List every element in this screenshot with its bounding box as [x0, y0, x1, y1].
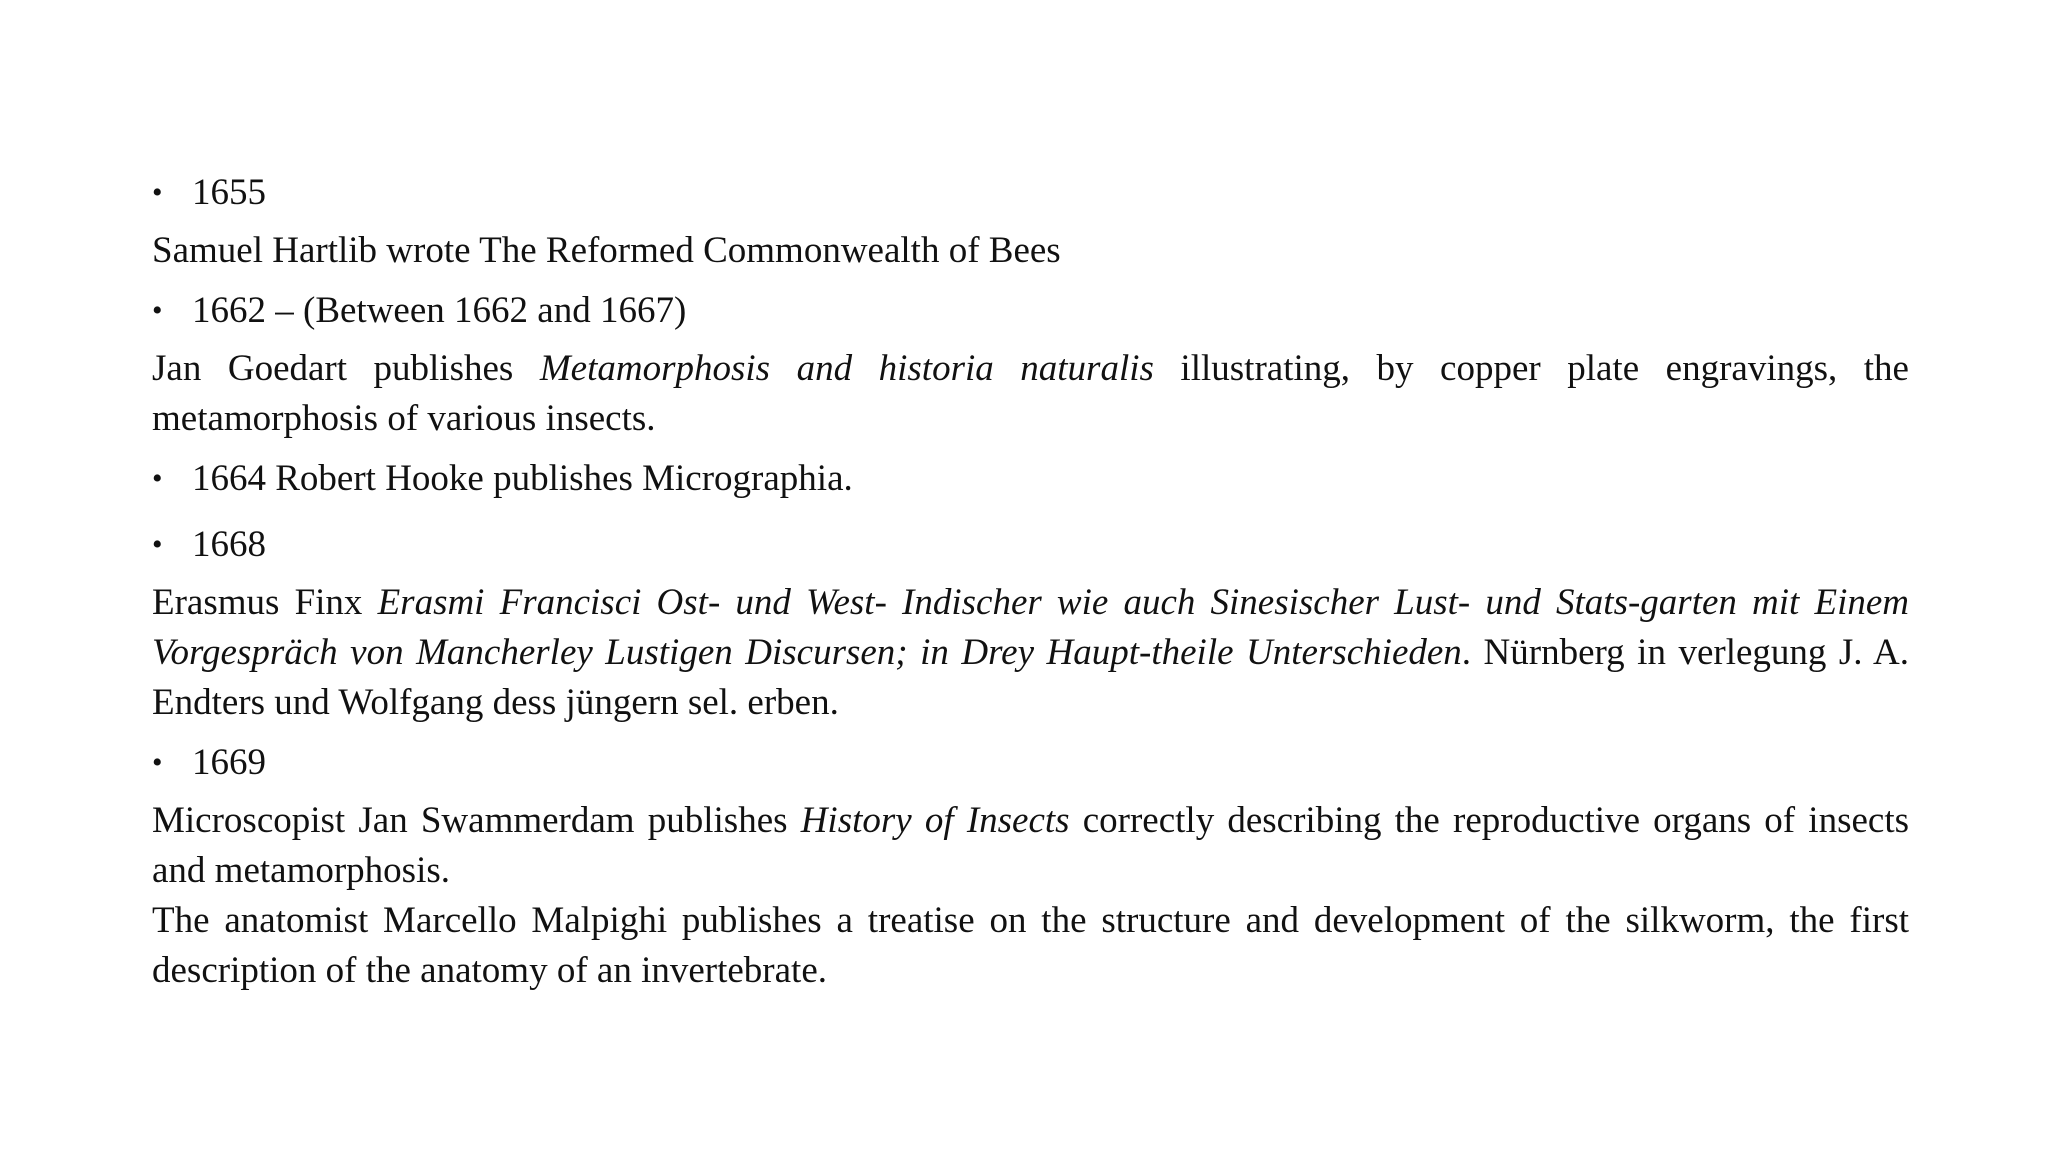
book-title: History of Insects — [800, 800, 1070, 841]
entry-text-pre: Erasmus Finx — [152, 582, 378, 623]
timeline-year-1664 — [152, 454, 1909, 504]
timeline-year-1669 — [152, 738, 1909, 788]
bullet-icon: • — [152, 294, 163, 327]
year-label: 1662 – (Between 1662 and 1667) — [192, 290, 687, 331]
entry-text-pre: Microscopist Jan Swammerdam publishes — [152, 800, 801, 841]
book-title: Erasmi Francisci Ost- und West- Indischer wie auch Sinesischer Lust- und Stats-garten mit Einem Vorgespräch von Mancherley Lustigen Discursen; in Drey Haupt-theile Unterschieden — [152, 582, 1909, 673]
entry-text-1655: Samuel Hartlib wrote The Reformed Commonwealth of Bees — [152, 230, 1061, 271]
year-label: 1668 — [192, 524, 266, 565]
entry-text-post: illustrating, by copper plate engravings, the metamorphosis of various insects. — [152, 348, 1909, 439]
timeline-year-1655 — [152, 168, 1909, 218]
timeline-slide — [152, 168, 1909, 996]
year-label: 1669 — [192, 742, 266, 783]
entry-text-1662 — [152, 344, 1909, 444]
year-label: 1664 Robert Hooke publishes Micrographia. — [192, 458, 853, 499]
book-title: Metamorphosis and historia naturalis — [539, 348, 1154, 389]
bullet-icon: • — [152, 462, 163, 495]
bullet-icon: • — [152, 746, 163, 779]
timeline-year-1668 — [152, 520, 1909, 570]
entry-text-post: . Nürnberg in verlegung J. A. Endters und Wolfgang dess jüngern sel. erben. — [152, 632, 1909, 723]
entry-text-1668 — [152, 578, 1909, 728]
timeline-year-1662 — [152, 286, 1909, 336]
entry-text-post: correctly describing the reproductive organs of insects and metamorphosis. — [152, 800, 1909, 891]
year-label: 1655 — [192, 172, 266, 213]
bullet-icon: • — [152, 528, 163, 561]
bullet-icon: • — [152, 176, 163, 209]
entry-text-1669 — [152, 796, 1909, 896]
entry-text-pre: Jan Goedart publishes — [152, 348, 540, 389]
entry-text-1669-malpighi: The anatomist Marcello Malpighi publishes a treatise on the structure and development of the silkworm, the first description of the anatomy of an invertebrate. — [152, 900, 1909, 991]
